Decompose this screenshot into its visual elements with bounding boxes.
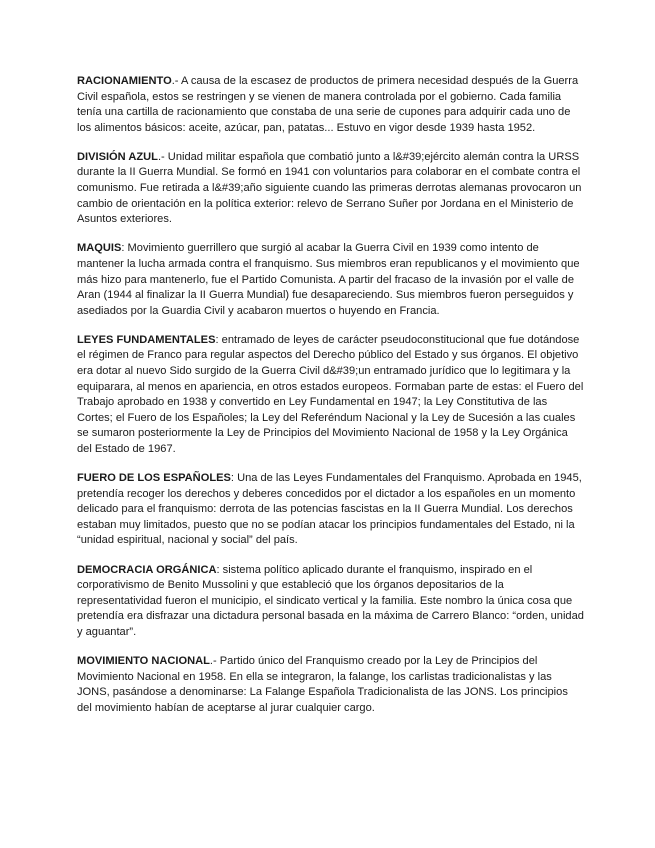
entry-racionamiento <box>77 74 585 136</box>
entry-term: DEMOCRACIA ORGÁNICA <box>77 563 217 576</box>
entry-fuero-de-los-espanoles <box>77 471 585 549</box>
entry-text: : entramado de leyes de carácter pseudoconstitucional que fue dotándose el régimen de Franco para regular aspectos del Derecho público del Estado y sus órganos. El objetivo era dotar al nuevo Sido surgido de la Guerra Civil d&#39;un entramado jurídico que lo legitimara y la equiparara, al menos en apariencia, en otros estados europeos. Formaban parte de estas: el Fuero del Trabajo aprobado en 1938 y convertido en Ley Fundamental en 1947; la Ley Constitutiva de las Cortes; el Fuero de los Españoles; la Ley del Referéndum Nacional y la Ley de Sucesión a las cuales se sumaron posteriormente la Ley de Principios del Movimiento Nacional de 1958 y la Ley Orgánica del Estado de 1967. <box>77 333 584 455</box>
entry-term: MAQUIS <box>77 242 122 255</box>
entry-democracia-organica <box>77 563 585 641</box>
entry-maquis <box>77 241 585 319</box>
entry-term: RACIONAMIENTO <box>77 75 172 87</box>
entry-term: FUERO DE LOS ESPAÑOLES <box>77 472 231 485</box>
entry-leyes-fundamentales <box>77 333 585 458</box>
entry-text: : Movimiento guerrillero que surgió al acabar la Guerra Civil en 1939 como intento de mantener la lucha armada contra el franquismo. Sus miembros eran republicanos y el movimiento que más hizo para mantenerlo, fue el Partido Comunista. A partir del fracaso de la invasión por el valle de Aran (1944 al finalizar la II Guerra Mundial) fue desapareciendo. Sus miembros fueron perseguidos y asediados por la Guardia Civil y acabaron muertos o huyendo en Francia. <box>77 242 580 317</box>
entry-text: : sistema político aplicado durante el franquismo, inspirado en el corporativismo de Benito Mussolini y que estableció que los órganos depositarios de la representatividad fueron el municipio, el sindicato vertical y la familia. Este nombro la única cosa que pretendía era disfrazar una dictadura personal basada en la máxima de Carrero Blanco: “orden, unidad y aguantar”. <box>77 563 584 638</box>
entry-term: LEYES FUNDAMENTALES <box>77 333 216 346</box>
entry-text: .- Partido único del Franquismo creado por la Ley de Principios del Movimiento Nacional en 1958. En ella se integraron, la falange, los carlistas tradicionalistas y las JONS, pasándose a denominarse: La Falange Española Tradicionalista de las JONS. Los principios del movimiento habían de aceptarse al jurar cualquier cargo. <box>77 655 568 714</box>
entry-text: .- A causa de la escasez de productos de primera necesidad después de la Guerra Civil española, estos se restringen y se vienen de manera controlada por el gobierno. Cada familia tenía una cartilla de racionamiento que constaba de una serie de cupones para adquirir cada uno de los alimentos básicos: aceite, azúcar, pan, patatas... Estuvo en vigor desde 1939 hasta 1952. <box>77 75 579 134</box>
entry-term: DIVISIÓN AZUL <box>77 150 158 163</box>
entry-movimiento-nacional <box>77 654 585 716</box>
entry-term: MOVIMIENTO NACIONAL <box>77 655 210 667</box>
entry-text: : Una de las Leyes Fundamentales del Franquismo. Aprobada en 1945, pretendía recoger los derechos y deberes concedidos por el dictador a los españoles en un momento delicado para el franquismo: derrota de las potencias fascistas en la II Guerra Mundial. Los derechos estaban muy limitados, puesto que no se podían atacar los principios fundamentales del Estado, ni la “unidad espiritual, nacional y social” del país. <box>77 472 582 547</box>
entry-text: .- Unidad militar española que combatió junto a l&#39;ejército alemán contra la URSS durante la II Guerra Mundial. Se formó en 1941 con voluntarios para colaborar en el combate contra el comunismo. Fue retirada a l&#39;año siguiente cuando las primeras derrotas alemanas provocaron un cambio de orientación en la política exterior: relevo de Serrano Suñer por Jordana en el Ministerio de Asuntos exteriores. <box>77 150 582 226</box>
entry-division-azul <box>77 150 585 228</box>
